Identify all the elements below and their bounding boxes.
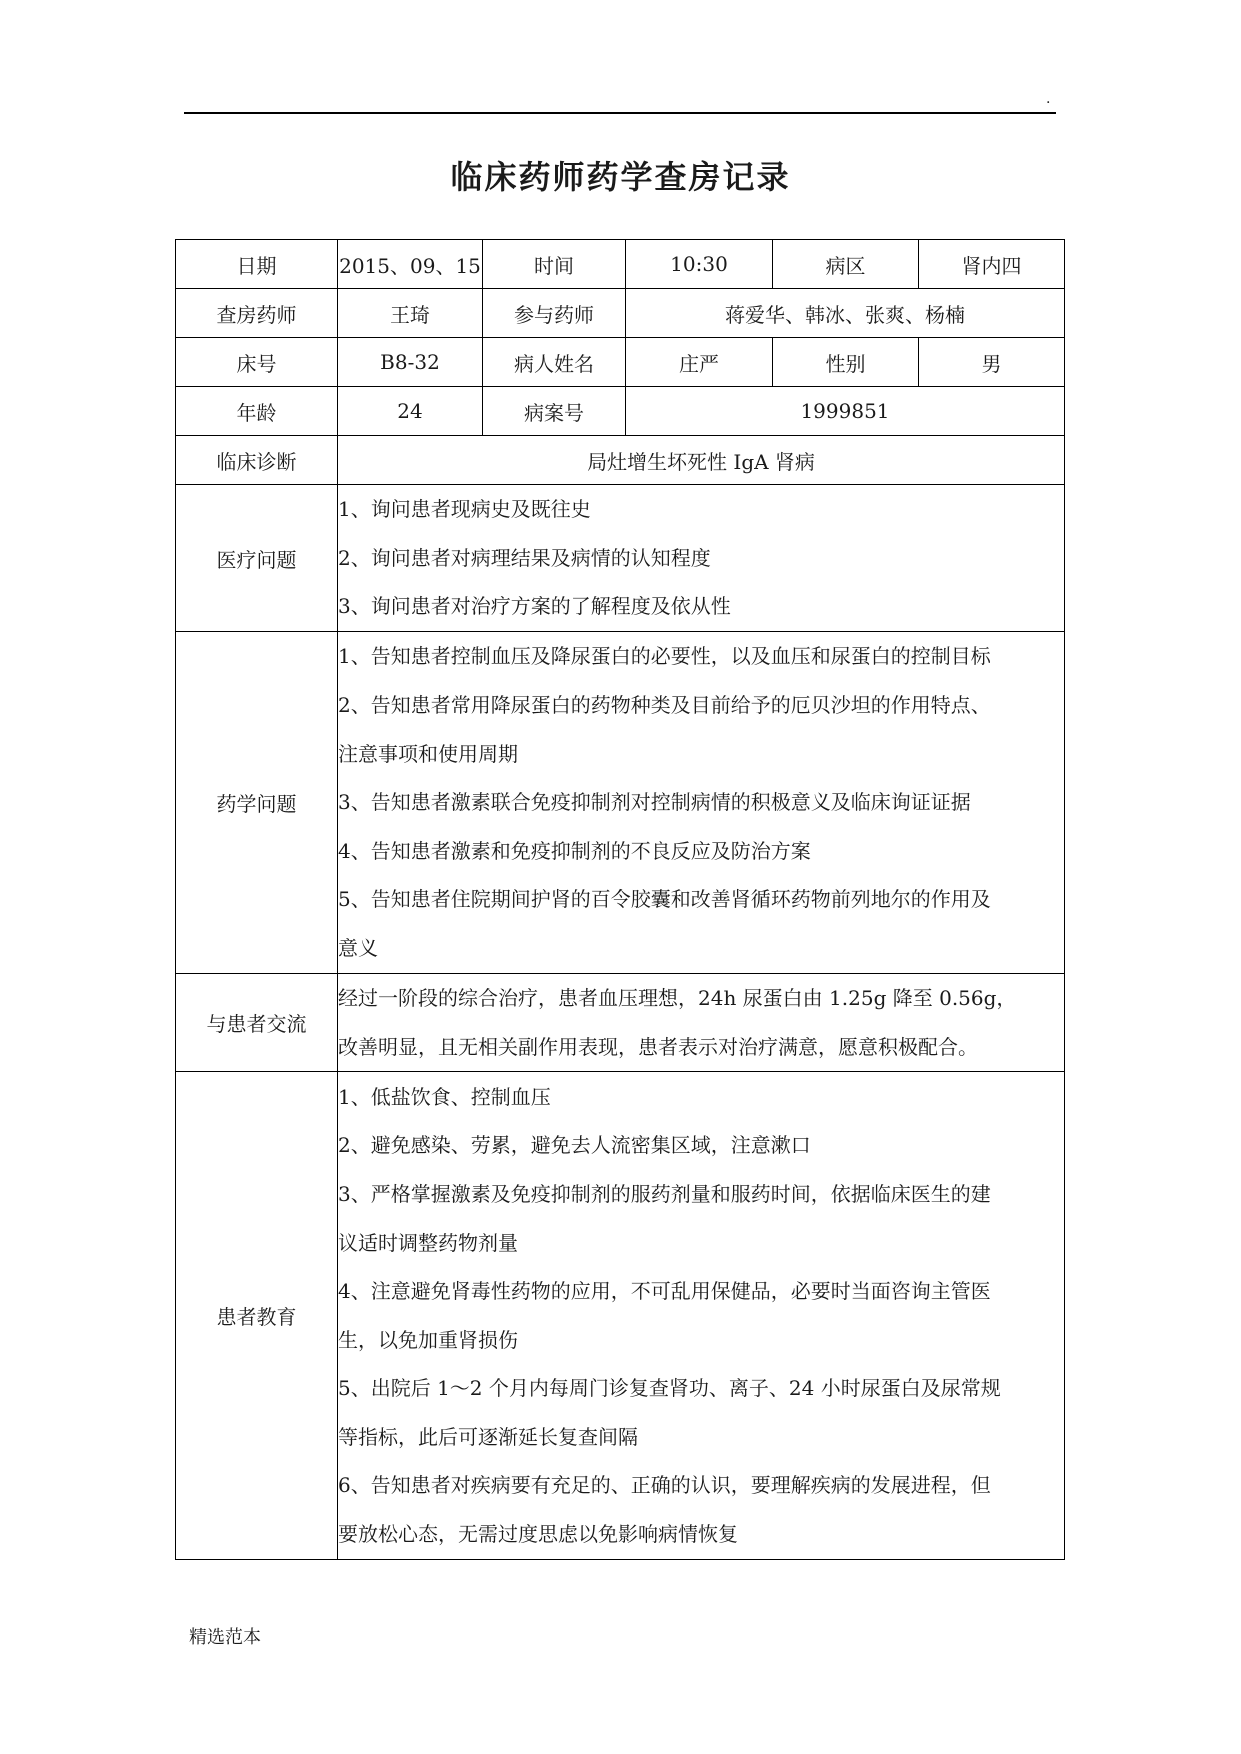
participants-value: 蒋爱华、韩冰、张爽、杨楠 bbox=[626, 289, 1065, 338]
patient-label: 病人姓名 bbox=[483, 338, 626, 387]
list-item: 等指标，此后可逐渐延长复查间隔 bbox=[338, 1424, 638, 1449]
participants-label: 参与药师 bbox=[483, 289, 626, 338]
time-value: 10:30 bbox=[626, 240, 773, 289]
ward-label: 病区 bbox=[773, 240, 919, 289]
row-patient-communication bbox=[176, 974, 1065, 1072]
list-item: 1、告知患者控制血压及降尿蛋白的必要性，以及血压和尿蛋白的控制目标 bbox=[338, 644, 991, 669]
row-age bbox=[176, 387, 1065, 436]
list-item: 改善明显，且无相关副作用表现，患者表示对治疗满意，愿意积极配合。 bbox=[338, 1034, 978, 1059]
row-date bbox=[176, 240, 1065, 289]
pharmacy-issues-list bbox=[338, 632, 1065, 974]
row-pharmacy-issues bbox=[176, 632, 1065, 974]
list-item: 4、注意避免肾毒性药物的应用，不可乱用保健品，必要时当面咨询主管医 bbox=[338, 1279, 991, 1304]
list-item: 2、告知患者常用降尿蛋白的药物种类及目前给予的厄贝沙坦的作用特点、 bbox=[338, 693, 991, 718]
list-item: 3、告知患者激素联合免疫抑制剂对控制病情的积极意义及临床询证证据 bbox=[338, 790, 971, 815]
list-item: 经过一阶段的综合治疗，患者血压理想，24h 尿蛋白由 1.25g 降至 0.56g， bbox=[338, 986, 1017, 1010]
list-item: 2、询问患者对病理结果及病情的认知程度 bbox=[338, 545, 711, 570]
row-diagnosis bbox=[176, 436, 1065, 485]
header-mark: . bbox=[1046, 91, 1051, 107]
diagnosis-value: 局灶增生坏死性 IgA 肾病 bbox=[338, 436, 1065, 485]
footer-text: 精选范本 bbox=[189, 1627, 261, 1648]
list-item: 生，以免加重肾损伤 bbox=[338, 1327, 518, 1352]
medical-issues-label: 医疗问题 bbox=[176, 485, 338, 632]
list-item: 3、严格掌握激素及免疫抑制剂的服药剂量和服药时间，依据临床医生的建 bbox=[338, 1181, 991, 1206]
list-item: 要放松心态，无需过度思虑以免影响病情恢复 bbox=[338, 1522, 738, 1547]
list-item: 3、询问患者对治疗方案的了解程度及依从性 bbox=[338, 594, 731, 619]
pharmacist-label: 查房药师 bbox=[176, 289, 338, 338]
communication-text bbox=[338, 974, 1065, 1072]
list-item: 6、告知患者对疾病要有充足的、正确的认识，要理解疾病的发展进程，但 bbox=[338, 1473, 991, 1498]
header-rule bbox=[184, 112, 1056, 114]
list-item: 意义 bbox=[338, 935, 378, 960]
age-label: 年龄 bbox=[176, 387, 338, 436]
patient-value: 庄严 bbox=[626, 338, 773, 387]
gender-value: 男 bbox=[919, 338, 1065, 387]
list-item: 1、低盐饮食、控制血压 bbox=[338, 1084, 551, 1109]
list-item: 注意事项和使用周期 bbox=[338, 741, 518, 766]
date-value: 2015、09、15 bbox=[338, 240, 483, 289]
case-label: 病案号 bbox=[483, 387, 626, 436]
row-medical-issues bbox=[176, 485, 1065, 632]
row-patient-education bbox=[176, 1072, 1065, 1560]
case-value: 1999851 bbox=[626, 387, 1065, 436]
list-item: 5、告知患者住院期间护肾的百令胶囊和改善肾循环药物前列地尔的作用及 bbox=[338, 887, 991, 912]
diagnosis-label: 临床诊断 bbox=[176, 436, 338, 485]
ward-value: 肾内四 bbox=[919, 240, 1065, 289]
row-pharmacist bbox=[176, 289, 1065, 338]
date-label: 日期 bbox=[176, 240, 338, 289]
row-bed bbox=[176, 338, 1065, 387]
education-list bbox=[338, 1072, 1065, 1560]
list-item: 4、告知患者激素和免疫抑制剂的不良反应及防治方案 bbox=[338, 838, 811, 863]
time-label: 时间 bbox=[483, 240, 626, 289]
gender-label: 性别 bbox=[773, 338, 919, 387]
education-label: 患者教育 bbox=[176, 1072, 338, 1560]
pharmacy-issues-label: 药学问题 bbox=[176, 632, 338, 974]
list-item: 5、出院后 1～2 个月内每周门诊复查肾功、离子、24 小时尿蛋白及尿常规 bbox=[338, 1376, 1001, 1401]
bed-label: 床号 bbox=[176, 338, 338, 387]
rounds-record-table bbox=[175, 239, 1065, 1560]
age-value: 24 bbox=[338, 387, 483, 436]
list-item: 2、避免感染、劳累，避免去人流密集区域，注意漱口 bbox=[338, 1133, 811, 1158]
pharmacist-value: 王琦 bbox=[338, 289, 483, 338]
communication-label: 与患者交流 bbox=[176, 974, 338, 1072]
list-item: 议适时调整药物剂量 bbox=[338, 1230, 518, 1255]
page-title: 临床药师药学查房记录 bbox=[450, 158, 791, 196]
medical-issues-list bbox=[338, 485, 1065, 632]
list-item: 1、询问患者现病史及既往史 bbox=[338, 497, 591, 522]
bed-value: B8-32 bbox=[338, 338, 483, 387]
